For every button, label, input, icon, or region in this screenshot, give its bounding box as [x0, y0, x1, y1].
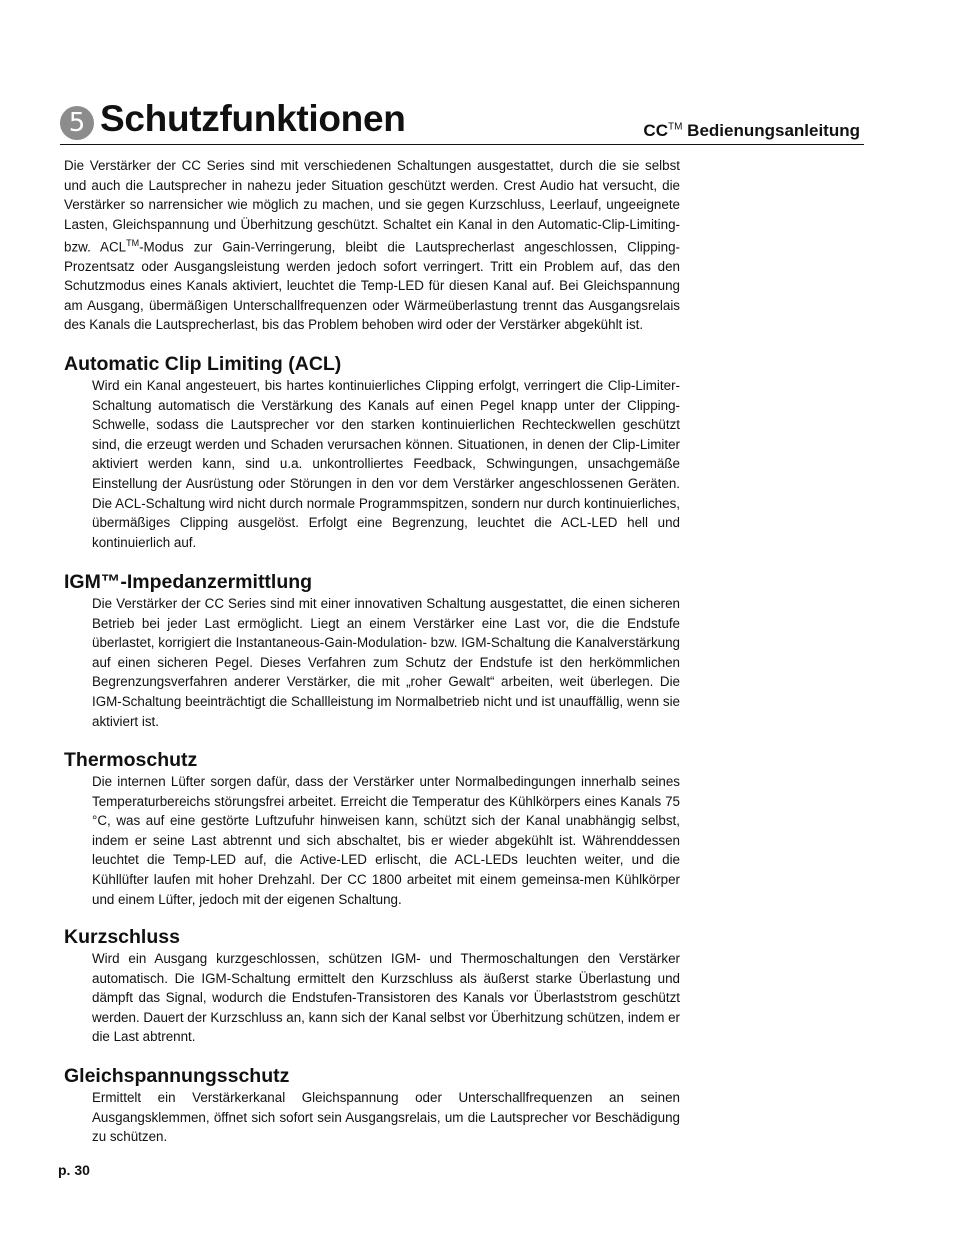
manual-title-prefix: CC	[643, 121, 668, 140]
section-gleichspannungsschutz	[64, 1064, 680, 1147]
section-heading: Automatic Clip Limiting (ACL)	[64, 353, 342, 375]
manual-title-suffix: Bedienungsanleitung	[682, 121, 860, 140]
trademark-mark: TM	[667, 121, 683, 133]
section-body: Ermittelt ein Verstärkerkanal Gleichspannung oder Unterschallfrequenzen an seinen Ausgangsklemmen, öffnet sich sofort sein Ausgangsrelais, um die Lautsprecher vor Beschädigung zu schützen.	[92, 1090, 680, 1145]
section-kurzschluss	[64, 925, 680, 1047]
section-heading: Gleichspannungsschutz	[64, 1065, 290, 1087]
section-acl	[64, 352, 680, 552]
section-body: Die Verstärker der CC Series sind mit einer innovativen Schaltung ausgestattet, die einen sicheren Betrieb bei jeder Last ermöglicht. Liegt an einem Verstärker eine Last vor, die die Endstufe überlastet, korrigiert die Instantaneous-Gain-Modulation- bzw. IGM-Schaltung die Kanalverstärkung auf einen sicheren Pegel. Dieses Verfahren zum Schutz der Endstufe ist den herkömmlichen Begrenzungsverfahren anderer Verstärker, die mit „roher Gewalt“ arbeiten, weit überlegen. Die IGM-Schaltung beeinträchtigt die Schallleistung im Normalbetrieb nicht und ist unauffällig, wenn sie aktiviert ist.	[92, 596, 681, 729]
trademark-mark: TM	[126, 238, 140, 248]
page-number: p. 30	[58, 1162, 90, 1178]
section-heading: Kurzschluss	[64, 926, 180, 948]
page-title: Schutzfunktionen	[100, 98, 406, 139]
page-header	[60, 98, 864, 145]
section-body: Die internen Lüfter sorgen dafür, dass der Verstärker unter Normalbedingungen innerhalb seines Temperaturbereichs störungsfrei arbeitet. Erreicht die Temperatur des Kühlkörpers eines Kanals 75 °C, was auf eine gestörte Luftzufuhr hinweisen kann, schützt sich der Kanal unabhängig selbst, indem er seine Last abtrennt und sich abschaltet, bis er wieder abgekühlt ist. Währenddessen leuchtet die Temp-LED auf, die Active-LED erlischt, die ACL-LEDs leuchten weiter, und die Kühllüfter laufen mit hoher Drehzahl. Der CC 1800 arbeitet mit einem gemeinsa-men Kühlkörper und einem Lüfter, jedoch mit der eigenen Schaltung.	[92, 774, 680, 907]
section-body: Wird ein Kanal angesteuert, bis hartes kontinuierliches Clipping erfolgt, verringert die Clip-Limiter-Schaltung automatisch die Verstärkung des Kanals auf einen Pegel knapp unter der Clipping-Schwelle, sodass die Lautsprecher vor den starken kontinuierlichen Rechteckwellen geschützt sind, die erzeugt werden und Schaden verursachen können. Situationen, in denen der Clip-Limiter aktiviert werden kann, sind u.a. unkontrolliertes Feedback, Schwingungen, unsachgemäße Einstellung der Ausrüstung oder Störungen in den vor dem Verstärker angeschlossenen Geräten. Die ACL-Schaltung wird nicht durch normale Programmspitzen, sondern nur durch kontinuierliches, übermäßiges Clipping ausgelöst. Erfolgt eine Begrenzung, leuchtet die ACL-LED hell und kontinuierlich auf.	[92, 378, 680, 550]
manual-title	[643, 121, 860, 141]
section-heading: IGM™-Impedanzermittlung	[64, 571, 313, 593]
intro-text-part1: Die Verstärker der CC Series sind mit verschiedenen Schaltungen ausgestattet, durch die sie selbst und auch die Lautsprecher in nahezu jeder Situation geschützt werden. Crest Audio hat versucht, die Verstärker so narrensicher wie möglich zu machen, und sie gegen Kurzschluss, Leerlauf, ungeeignete Lasten, Gleichspannung und Überhitzung geschützt. Schaltet ein Kanal in den Automatic-Clip-Limiting- bzw. ACL	[64, 158, 680, 255]
chapter-number-badge: 5	[60, 106, 94, 140]
section-heading: Thermoschutz	[64, 749, 198, 771]
section-thermoschutz	[64, 748, 680, 909]
intro-text-part2: -Modus zur Gain-Verringerung, bleibt die Lautsprecherlast angeschlossen, Clipping-Prozentsatz oder Ausgangsleistung werden jedoch sofort verringert. Tritt ein Problem auf, das den Schutzmodus eines Kanals aktiviert, leuchtet die Temp-LED für diesen Kanal auf. Bei Gleichspannung am Ausgang, übermäßigen Unterschallfrequenzen oder Wärmeüberlastung trennt das Ausgangsrelais des Kanals die Lautsprecherlast, bis das Problem behoben wird oder der Verstärker abgekühlt ist.	[64, 239, 680, 333]
intro-paragraph	[64, 156, 680, 335]
section-igm	[64, 570, 680, 731]
section-body: Wird ein Ausgang kurzgeschlossen, schützen IGM- und Thermoschaltungen den Verstärker automatisch. Die IGM-Schaltung ermittelt den Kurzschluss als äußerst starke Überlastung und dämpft das Signal, wodurch die Endstufen-Transistoren des Kanals vor Überlaststrom geschützt werden. Dauert der Kurzschluss an, kann sich der Kanal selbst vor Überhitzung schützen, indem er die Last abtrennt.	[92, 951, 680, 1045]
